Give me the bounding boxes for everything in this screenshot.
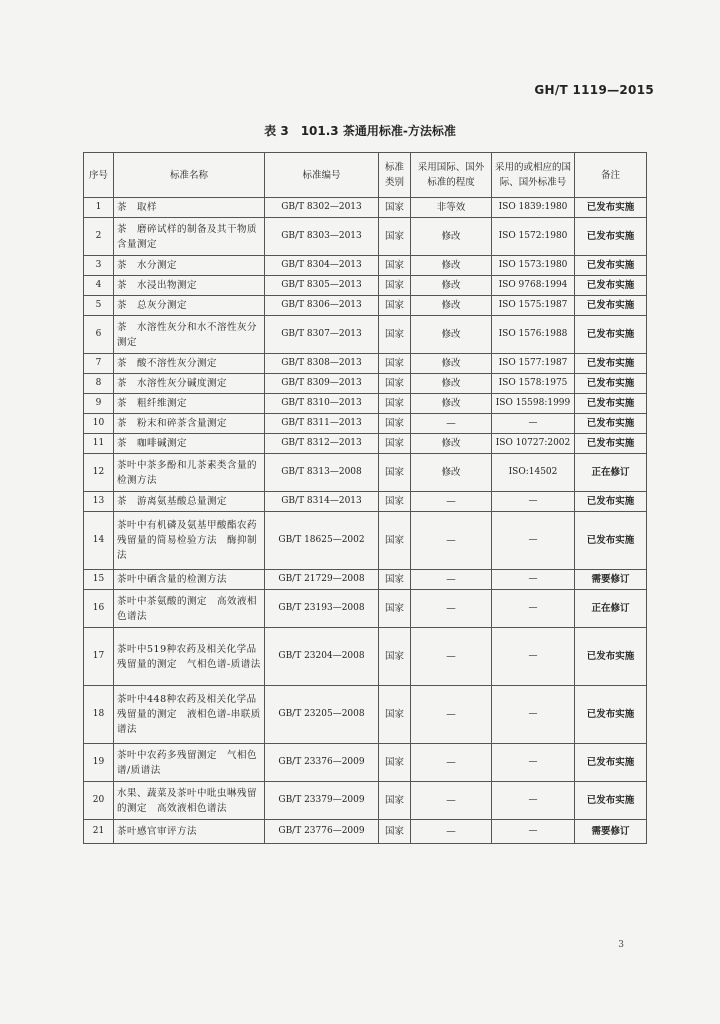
remark: 已发布实施 [575, 394, 647, 414]
international-standard: — [492, 686, 575, 744]
international-standard: ISO 10727:2002 [492, 434, 575, 454]
standard-code: GB/T 23204—2008 [265, 628, 379, 686]
standard-category: 国家 [379, 394, 411, 414]
standard-name: 茶叶中茶氨酸的测定 高效液相色谱法 [114, 590, 265, 628]
remark: 已发布实施 [575, 218, 647, 256]
international-standard: ISO 1578:1975 [492, 374, 575, 394]
column-header: 标准编号 [265, 153, 379, 198]
standard-name: 茶叶中448种农药及相关化学品残留量的测定 液相色谱-串联质谱法 [114, 686, 265, 744]
table-row [84, 256, 647, 276]
standard-name: 茶 水分测定 [114, 256, 265, 276]
table-row [84, 434, 647, 454]
standard-category: 国家 [379, 316, 411, 354]
remark: 已发布实施 [575, 414, 647, 434]
standard-code: GB/T 23205—2008 [265, 686, 379, 744]
standard-code: GB/T 8313—2008 [265, 454, 379, 492]
standard-category: 国家 [379, 434, 411, 454]
row-number: 11 [84, 434, 114, 454]
adoption-degree: 修改 [411, 276, 492, 296]
standard-name: 茶叶中硒含量的检测方法 [114, 570, 265, 590]
standard-category: 国家 [379, 570, 411, 590]
table-header-row [84, 153, 647, 198]
table-row [84, 744, 647, 782]
table-row [84, 570, 647, 590]
standard-category: 国家 [379, 782, 411, 820]
adoption-degree: 修改 [411, 394, 492, 414]
adoption-degree: 修改 [411, 454, 492, 492]
table-body [84, 198, 647, 844]
row-number: 12 [84, 454, 114, 492]
standard-category: 国家 [379, 256, 411, 276]
standard-code: GB/T 8305—2013 [265, 276, 379, 296]
table-row [84, 316, 647, 354]
standard-code: GB/T 8307—2013 [265, 316, 379, 354]
standard-category: 国家 [379, 198, 411, 218]
table-row [84, 782, 647, 820]
standard-name: 茶叶中有机磷及氨基甲酸酯农药残留量的简易检验方法 酶抑制法 [114, 512, 265, 570]
international-standard: — [492, 744, 575, 782]
adoption-degree: — [411, 590, 492, 628]
row-number: 13 [84, 492, 114, 512]
international-standard: ISO:14502 [492, 454, 575, 492]
standard-category: 国家 [379, 512, 411, 570]
row-number: 7 [84, 354, 114, 374]
international-standard: ISO 1575:1987 [492, 296, 575, 316]
international-standard: ISO 1572:1980 [492, 218, 575, 256]
row-number: 17 [84, 628, 114, 686]
international-standard: — [492, 414, 575, 434]
standard-code: GB/T 23776—2009 [265, 820, 379, 844]
table-row [84, 218, 647, 256]
standard-code: GB/T 8308—2013 [265, 354, 379, 374]
adoption-degree: 修改 [411, 256, 492, 276]
international-standard: — [492, 590, 575, 628]
standard-name: 茶 水溶性灰分碱度测定 [114, 374, 265, 394]
row-number: 10 [84, 414, 114, 434]
standard-name: 茶叶中茶多酚和儿茶素类含量的检测方法 [114, 454, 265, 492]
standard-code: GB/T 8302—2013 [265, 198, 379, 218]
table-row [84, 454, 647, 492]
row-number: 21 [84, 820, 114, 844]
standard-code: GB/T 8312—2013 [265, 434, 379, 454]
standard-code: GB/T 8309—2013 [265, 374, 379, 394]
standard-category: 国家 [379, 296, 411, 316]
row-number: 14 [84, 512, 114, 570]
remark: 已发布实施 [575, 782, 647, 820]
international-standard: ISO 1839:1980 [492, 198, 575, 218]
remark: 已发布实施 [575, 354, 647, 374]
table-row [84, 512, 647, 570]
standard-code: GB/T 8314—2013 [265, 492, 379, 512]
standard-code: GB/T 23193—2008 [265, 590, 379, 628]
row-number: 19 [84, 744, 114, 782]
column-header: 标准类别 [379, 153, 411, 198]
standards-table [83, 152, 647, 844]
standard-name: 茶 游离氨基酸总量测定 [114, 492, 265, 512]
row-number: 6 [84, 316, 114, 354]
adoption-degree: — [411, 744, 492, 782]
international-standard: — [492, 570, 575, 590]
table-row [84, 296, 647, 316]
standard-code: GB/T 8310—2013 [265, 394, 379, 414]
row-number: 15 [84, 570, 114, 590]
standard-category: 国家 [379, 374, 411, 394]
standard-category: 国家 [379, 744, 411, 782]
table-row [84, 198, 647, 218]
column-header: 序号 [84, 153, 114, 198]
row-number: 18 [84, 686, 114, 744]
remark: 已发布实施 [575, 492, 647, 512]
adoption-degree: — [411, 820, 492, 844]
standards-table-container [83, 152, 646, 844]
standard-category: 国家 [379, 590, 411, 628]
page-number: 3 [618, 940, 624, 950]
adoption-degree: — [411, 628, 492, 686]
adoption-degree: 修改 [411, 434, 492, 454]
international-standard: — [492, 628, 575, 686]
row-number: 3 [84, 256, 114, 276]
standard-code: GB/T 8311—2013 [265, 414, 379, 434]
standard-code: GB/T 21729—2008 [265, 570, 379, 590]
remark: 已发布实施 [575, 686, 647, 744]
standard-name: 茶 咖啡碱测定 [114, 434, 265, 454]
standard-name: 茶 粗纤维测定 [114, 394, 265, 414]
international-standard: — [492, 820, 575, 844]
international-standard: — [492, 512, 575, 570]
table-row [84, 354, 647, 374]
row-number: 4 [84, 276, 114, 296]
adoption-degree: — [411, 492, 492, 512]
standard-name: 水果、蔬菜及茶叶中吡虫啉残留的测定 高效液相色谱法 [114, 782, 265, 820]
column-header: 采用国际、国外标准的程度 [411, 153, 492, 198]
standard-name: 茶 取样 [114, 198, 265, 218]
standard-code: GB/T 8306—2013 [265, 296, 379, 316]
adoption-degree: 修改 [411, 374, 492, 394]
international-standard: ISO 1576:1988 [492, 316, 575, 354]
standard-category: 国家 [379, 218, 411, 256]
table-row [84, 686, 647, 744]
remark: 已发布实施 [575, 744, 647, 782]
international-standard: ISO 1573:1980 [492, 256, 575, 276]
column-header: 采用的或相应的国际、国外标准号 [492, 153, 575, 198]
standard-name: 茶 总灰分测定 [114, 296, 265, 316]
standard-category: 国家 [379, 414, 411, 434]
adoption-degree: — [411, 570, 492, 590]
document-code: GH/T 1119—2015 [534, 83, 654, 97]
adoption-degree: — [411, 782, 492, 820]
remark: 已发布实施 [575, 316, 647, 354]
adoption-degree: — [411, 414, 492, 434]
standard-category: 国家 [379, 686, 411, 744]
adoption-degree: — [411, 686, 492, 744]
table-row [84, 628, 647, 686]
standard-code: GB/T 23379—2009 [265, 782, 379, 820]
adoption-degree: 修改 [411, 296, 492, 316]
international-standard: ISO 9768:1994 [492, 276, 575, 296]
row-number: 1 [84, 198, 114, 218]
standard-name: 茶 磨碎试样的制备及其干物质含量测定 [114, 218, 265, 256]
remark: 已发布实施 [575, 198, 647, 218]
remark: 需要修订 [575, 570, 647, 590]
standard-category: 国家 [379, 628, 411, 686]
international-standard: — [492, 492, 575, 512]
table-row [84, 374, 647, 394]
column-header: 标准名称 [114, 153, 265, 198]
remark: 需要修订 [575, 820, 647, 844]
standard-name: 茶 水浸出物测定 [114, 276, 265, 296]
standard-code: GB/T 18625—2002 [265, 512, 379, 570]
standard-name: 茶叶感官审评方法 [114, 820, 265, 844]
row-number: 16 [84, 590, 114, 628]
remark: 已发布实施 [575, 512, 647, 570]
adoption-degree: 修改 [411, 354, 492, 374]
remark: 已发布实施 [575, 256, 647, 276]
standard-name: 茶 粉末和碎茶含量测定 [114, 414, 265, 434]
international-standard: ISO 15598:1999 [492, 394, 575, 414]
remark: 已发布实施 [575, 296, 647, 316]
table-row [84, 820, 647, 844]
adoption-degree: 修改 [411, 218, 492, 256]
row-number: 5 [84, 296, 114, 316]
remark: 正在修订 [575, 590, 647, 628]
table-row [84, 414, 647, 434]
column-header: 备注 [575, 153, 647, 198]
standard-name: 茶 水溶性灰分和水不溶性灰分测定 [114, 316, 265, 354]
row-number: 2 [84, 218, 114, 256]
standard-category: 国家 [379, 492, 411, 512]
table-row [84, 394, 647, 414]
standard-code: GB/T 8303—2013 [265, 218, 379, 256]
international-standard: — [492, 782, 575, 820]
row-number: 20 [84, 782, 114, 820]
adoption-degree: — [411, 512, 492, 570]
remark: 已发布实施 [575, 276, 647, 296]
remark: 已发布实施 [575, 434, 647, 454]
standard-name: 茶叶中农药多残留测定 气相色谱/质谱法 [114, 744, 265, 782]
adoption-degree: 非等效 [411, 198, 492, 218]
standard-category: 国家 [379, 276, 411, 296]
remark: 已发布实施 [575, 374, 647, 394]
standard-category: 国家 [379, 820, 411, 844]
international-standard: ISO 1577:1987 [492, 354, 575, 374]
standard-name: 茶 酸不溶性灰分测定 [114, 354, 265, 374]
standard-code: GB/T 8304—2013 [265, 256, 379, 276]
adoption-degree: 修改 [411, 316, 492, 354]
standard-name: 茶叶中519种农药及相关化学品残留量的测定 气相色谱-质谱法 [114, 628, 265, 686]
standard-code: GB/T 23376—2009 [265, 744, 379, 782]
row-number: 8 [84, 374, 114, 394]
remark: 正在修订 [575, 454, 647, 492]
table-row [84, 590, 647, 628]
row-number: 9 [84, 394, 114, 414]
table-title: 表 3 101.3 茶通用标准-方法标准 [264, 124, 456, 138]
table-row [84, 492, 647, 512]
remark: 已发布实施 [575, 628, 647, 686]
table-row [84, 276, 647, 296]
standard-category: 国家 [379, 354, 411, 374]
standard-category: 国家 [379, 454, 411, 492]
